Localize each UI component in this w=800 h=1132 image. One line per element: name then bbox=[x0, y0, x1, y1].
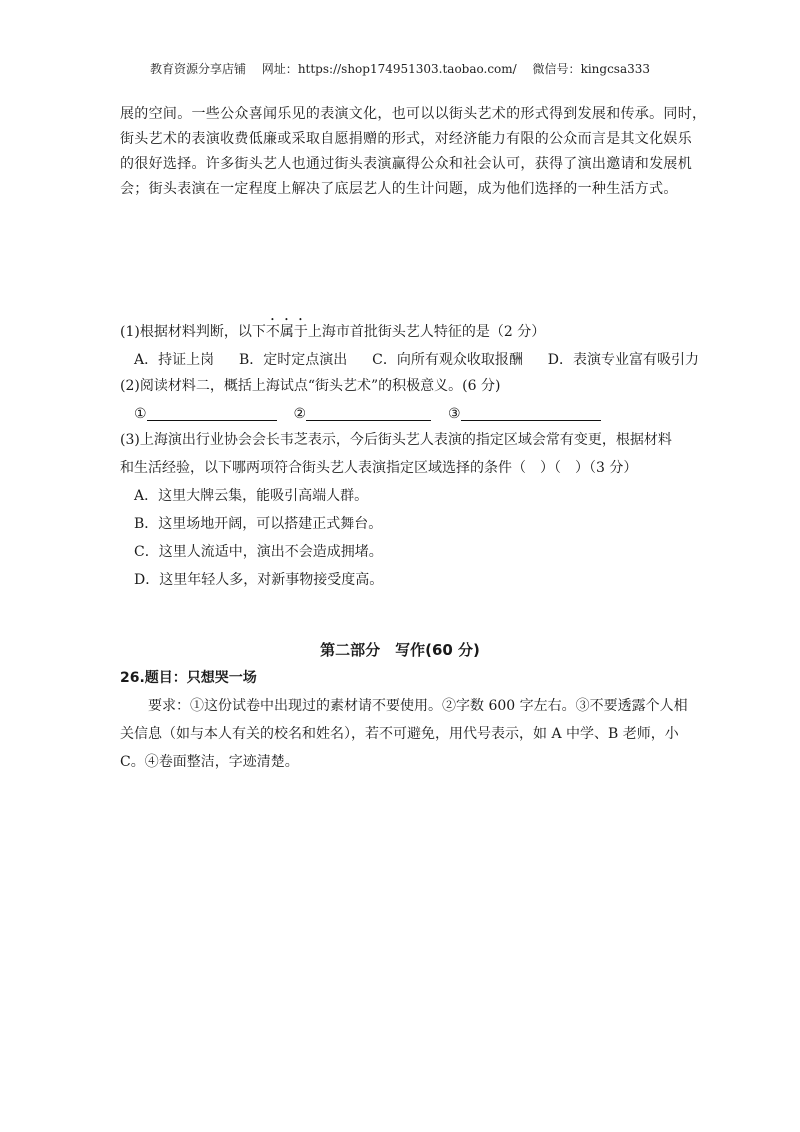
stem-text: 上海市首批街头艺人特征的是（2 分） bbox=[307, 324, 546, 340]
option-d: D．表演专业富有吸引力 bbox=[547, 352, 699, 368]
option-b: B．定时定点演出 bbox=[239, 352, 348, 368]
option-c: C．这里人流适中，演出不会造成拥堵。 bbox=[134, 544, 383, 560]
blank-marker-2: ② bbox=[293, 406, 307, 422]
option-b: B．这里场地开阔，可以搭建正式舞台。 bbox=[134, 516, 383, 532]
section-title: 第二部分 写作(60 分) bbox=[320, 641, 480, 659]
answer-blank-1[interactable] bbox=[147, 404, 277, 421]
option-d: D．这里年轻人多，对新事物接受度高。 bbox=[134, 572, 384, 588]
passage-line: 街头艺术的表演收费低廉或采取自愿捐赠的形式，对经济能力有限的公众而言是其文化娱乐 bbox=[120, 131, 692, 147]
question-1 bbox=[120, 316, 699, 374]
question-1-options bbox=[120, 346, 699, 374]
question-2 bbox=[120, 372, 695, 428]
shop-name: 教育资源分享店铺 bbox=[149, 62, 246, 76]
question-3-stem-line: 和生活经验，以下哪两项符合街头艺人表演指定区域选择的条件（ ）（ ）（3 分） bbox=[120, 460, 638, 476]
wechat-text: kingcsa333 bbox=[580, 62, 651, 76]
passage-line: 展的空间。一些公众喜闻乐见的表演文化，也可以以街头艺术的形式得到发展和传承。同时， bbox=[120, 106, 707, 122]
essay-requirement: 要求：①这份试卷中出现过的素材请不要使用。②字数 600 字左右。③不要透露个人相关信息（如与本人有关的校名和姓名），若不可避免，用代号表示，如 A 中学、B 老师，小 C。④卷面整洁，字迹清楚。 bbox=[120, 698, 688, 770]
blank-marker-3: ③ bbox=[447, 406, 461, 422]
reading-passage bbox=[120, 102, 707, 202]
essay-question bbox=[120, 664, 695, 776]
option-a: A．这里大牌云集，能吸引高端人群。 bbox=[134, 488, 369, 504]
option-c: C．向所有观众收取报酬 bbox=[372, 352, 523, 368]
shop-url[interactable] bbox=[262, 62, 517, 76]
page-header bbox=[0, 60, 800, 77]
question-3-stem-line: (3)上海演出行业协会会长韦芝表示，今后街头艺人表演的指定区域会常有变更，根据材料 bbox=[120, 432, 672, 448]
wechat-id bbox=[533, 62, 650, 76]
question-1-stem bbox=[120, 316, 695, 346]
question-2-stem: (2)阅读材料二，概括上海试点“街头艺术”的积极意义。(6 分) bbox=[120, 378, 501, 394]
answer-blank-3[interactable] bbox=[461, 404, 601, 421]
question-3 bbox=[120, 426, 695, 594]
stem-text: (1)根据材料判断，以下 bbox=[120, 324, 266, 340]
passage-line: 会；街头表演在一定程度上解决了底层艺人的生计问题，成为他们选择的一种生活方式。 bbox=[120, 181, 678, 197]
option-a: A．持证上岗 bbox=[134, 352, 215, 368]
passage-line: 的很好选择。许多街头艺人也通过街头表演赢得公众和社会认可，获得了演出邀请和发展机 bbox=[120, 156, 692, 172]
essay-title: 26.题目：只想哭一场 bbox=[120, 670, 257, 686]
blank-marker-1: ① bbox=[134, 406, 147, 422]
url-label: 网址： bbox=[261, 62, 298, 76]
answer-blanks bbox=[120, 400, 695, 428]
answer-blank-2[interactable] bbox=[306, 404, 431, 421]
emphasized-text: 不属于 bbox=[265, 324, 308, 340]
wechat-label: 微信号： bbox=[532, 62, 581, 76]
url-text[interactable]: https://shop174951303.taobao.com/ bbox=[297, 62, 517, 76]
